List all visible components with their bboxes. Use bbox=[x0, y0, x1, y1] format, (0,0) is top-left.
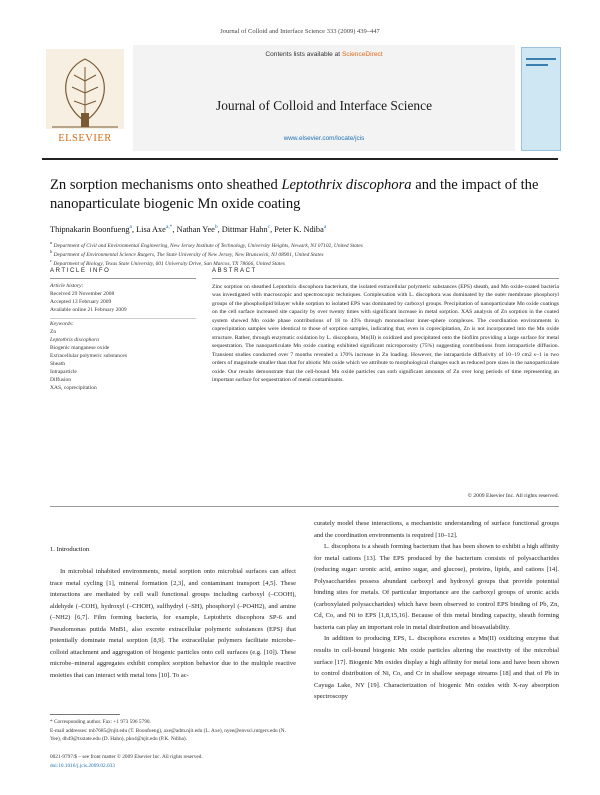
keyword: Zn bbox=[50, 329, 57, 335]
abstract-text: Zinc sorption on sheathed Leptothrix discophora bacterium, the isolated extracellular polymeric substances (EPS) sheath, and Mn oxide-coated bacteria was investigated with macroscopic and spectroscopic techniques. Complexation with L. discophora was dominated by the outer membrane phosphoryl groups of the phospholipid bilayer while sorption to isolated EPS was dominated by carboxyl groups. Precipitation of nanoparticulate Mn oxide coatings on the cell surface increased site capacity by over twenty times with significant increase in metal sorption. XAS analysis of Zn sorption in the coated system showed Mn oxide phase contributions of 18 to 43% through mononuclear inner-sphere complexes. The coordination environments in coprecipitation samples were identical to those of sorption samples, indicating that, even in coprecipitation, Zn is not incorporated into the Mn oxide structure. Rather, through enzymatic oxidation by L. discophora, Mn(II) is oxidized and precipitated onto the biofilm providing a large surface for metal sequestration. The nanoparticulate Mn oxide coating exhibited significant microporosity (75%) suggesting contributions from intraparticle diffusion. Transient studies conducted over 7 months revealed a 170% increase in Zn loading. However, the intraparticle diffusivity of 10−19 cm2 s−1 in two orders of magnitude smaller than that for abiotic Mn oxide which we attribute to morphological changes such as reduced pore sizes in the nanoparticulate oxide. Our results demonstrate that the cell-bound Mn oxide particles can sorb significant amounts of Zn over long periods of time representing an important surface for sequestration of metal contaminants. bbox=[212, 284, 559, 383]
body-column-right bbox=[314, 518, 559, 703]
elsevier-logo bbox=[42, 47, 128, 147]
abstract-heading: ABSTRACT bbox=[212, 268, 257, 274]
affiliation: $^b$ Department of Environmental Science Rutgers, The State University of New Jersey, New Brunswick, NJ 08901, United States bbox=[50, 249, 324, 258]
journal-homepage bbox=[133, 135, 515, 142]
body-paragraph: In microbial inhabited environments, metal sorption onto microbial surfaces can affect trace metal cycling [1], mineral formation [2,3], and contaminant transport [4,5]. These interactions are mediated by cell wall functional groups including carboxyl (–COOH), aldehyde (–COH), hydroxyl (–CHOH), sulfhydryl (–SH), phosphoryl (–PO4H2), and amine (–NH2) [6,7]. Film forming bacteria, for example, Leptothrix discophora SP-6 and Pseudomonas putida MnB1, also excrete extracellular polymeric substances (EPS) that potentially dominate metal sorption [8,9]. The extracellular polymers facilitate microbe–colloid attachment and aggregation of biogenic particles onto cell surfaces (e.g. [10]). These microbe–mineral aggregates exhibit complex sorption behavior due to the multiple reactive moieties that can interact with metal ions [10]. To ac- bbox=[50, 568, 296, 679]
article-info-rule bbox=[50, 278, 196, 279]
history-online: Available online 21 February 2009 bbox=[50, 307, 127, 313]
doi-link[interactable]: doi:10.1016/j.jcis.2009.02.033 bbox=[50, 762, 115, 769]
title-italic: Leptothrix discophora bbox=[281, 177, 412, 193]
article-title bbox=[50, 176, 560, 214]
abstract-copyright: © 2009 Elsevier Inc. All rights reserved. bbox=[467, 493, 559, 499]
corresponding-author-note: * Corresponding author. Fax: +1 973 596 5790. bbox=[50, 719, 151, 725]
keyword: Sheath bbox=[50, 361, 65, 367]
article-info-heading: ARTICLE INFO bbox=[50, 268, 111, 274]
author: Nathan Yee$^b$, bbox=[176, 224, 222, 234]
author-list bbox=[50, 224, 570, 234]
keyword: Extracellular polymeric substances bbox=[50, 353, 127, 359]
header-rule bbox=[42, 158, 558, 160]
front-matter-price: 0021-9797/$ – see front matter © 2009 Elsevier Inc. All rights reserved. bbox=[50, 754, 203, 760]
history-label: Article history: bbox=[50, 283, 84, 289]
abstract-end-rule bbox=[50, 506, 559, 507]
journal-citation: Journal of Colloid and Interface Science 333 (2009) 439–447 bbox=[220, 28, 380, 35]
body-paragraph: curately model these interactions, a mechanistic understanding of surface functional groups and the coordination environments is required [10–12]. bbox=[314, 520, 559, 539]
history-received: Received 29 November 2008 bbox=[50, 291, 115, 297]
keyword: XAS, coprecipitation bbox=[50, 385, 97, 391]
body-paragraph: L. discophora is a sheath forming bacterium that has been shown to exhibit a high affinity for metal cations [13]. The EPS produced by the bacterium consists of polysaccharides (reducing sugar: uronic acid, amino sugar, and glucose), proteins, lipids, and cations [14]. Polysaccharides possess abundant carboxyl and hydroxyl groups that provide potential binding sites for metals. Of particular importance are the carboxyl groups of uronic acids (carboxylated polysaccharides) which have been observed to control EPS binding of Pb, Zn, Cd, Co, and Ni to EPS [1,8,15,16]. Because of this metal binding capacity, sheath forming bacteria can play an important role in metal distribution and bioavailability. bbox=[314, 543, 559, 631]
body-column-left bbox=[50, 566, 296, 681]
sciencedirect-link[interactable]: ScienceDirect bbox=[341, 51, 383, 58]
affiliation: $^c$ Department of Biology, Texas State University, 601 University Drive, San Marcos, TX 78666, United States bbox=[50, 258, 285, 267]
body-paragraph: In addition to producing EPS, L. discophora excretes a Mn(II) oxidizing enzyme that results in cell-bound biogenic Mn oxide particles altering the reactivity of the microbial surface [17]. Biogenic Mn oxides display a high affinity for metal ions and have been shown to control distribution of Ni, Co, and Cr in shallow seepage streams [18] and that of Pb in Cayuga Lake, NY [19]. Characterization of biogenic Mn oxides with X-ray absorption spectroscopy bbox=[314, 635, 559, 701]
author: Dittmar Hahn$^c$, bbox=[221, 224, 275, 234]
keywords-label: Keywords: bbox=[50, 321, 74, 327]
history-accepted: Accepted 13 February 2009 bbox=[50, 299, 112, 305]
footnotes bbox=[50, 718, 296, 744]
keyword: Leptothrix discophora bbox=[50, 337, 100, 343]
keyword: Intraparticle bbox=[50, 369, 77, 375]
affiliation: $^a$ Department of Civil and Environmental Engineering, New Jersey Institute of Technology, University Heights, Newark, NJ 07102, United States bbox=[50, 240, 363, 249]
journal-cover-thumbnail bbox=[521, 47, 561, 151]
front-matter bbox=[50, 753, 296, 770]
footnote-rule bbox=[50, 714, 120, 715]
introduction-heading: 1. Introduction bbox=[50, 546, 90, 553]
author: Lisa Axe$^{a,*}$, bbox=[136, 224, 177, 234]
journal-title: Journal of Colloid and Interface Science bbox=[215, 98, 433, 113]
abstract-rule bbox=[212, 278, 559, 279]
cover-subtitle-bar bbox=[526, 64, 548, 66]
title-part1: Zn sorption mechanisms onto sheathed bbox=[50, 177, 282, 193]
elsevier-wordmark: ELSEVIER bbox=[58, 133, 112, 144]
keyword: Biogenic manganese oxide bbox=[50, 345, 110, 351]
keyword: Diffusion bbox=[50, 377, 71, 383]
email-addresses-note: E-mail addresses: tnb7685@njit.edu (T. Boonfueng), axe@adm.njit.edu (L. Axe), nyee@envsci.rutgers.edu (N. Yee), dh49@txstate.edu (D. Hahn), pkn4@njit.edu (P.K. Ndiba). bbox=[50, 727, 286, 742]
contents-availability bbox=[133, 51, 515, 58]
contents-prefix: Contents lists available at bbox=[265, 51, 342, 58]
cover-title-bar bbox=[526, 58, 556, 60]
author: Thipnakarin Boonfueng$^a$, bbox=[50, 224, 137, 234]
title-part2: and the impact of the nanoparticulate biogenic Mn oxide coating bbox=[50, 177, 539, 212]
info-divider bbox=[50, 318, 196, 319]
author: Peter K. Ndiba$^a$ bbox=[274, 224, 327, 234]
journal-homepage-link[interactable]: www.elsevier.com/locate/jcis bbox=[283, 135, 365, 142]
